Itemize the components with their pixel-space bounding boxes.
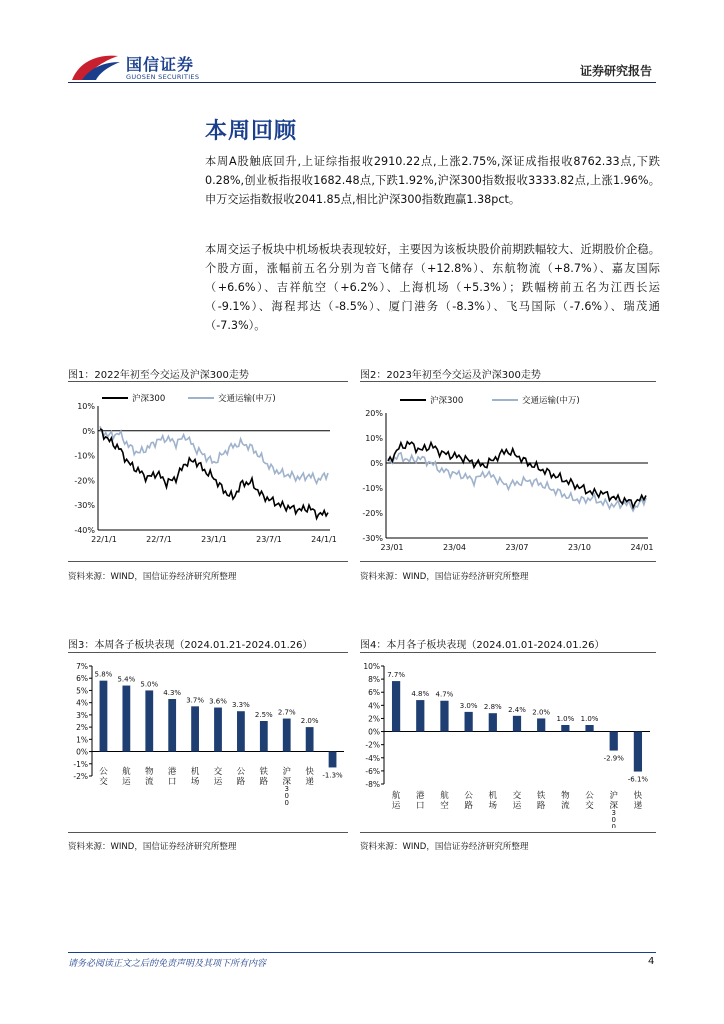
legend-label: 交通运输(中万) [522, 396, 580, 406]
figure-4-bottom-rule [360, 832, 656, 833]
series-line-transport [388, 453, 646, 511]
category-label: 公路 [464, 791, 473, 811]
category-label: 快递 [633, 791, 643, 811]
figure-3-source: 资料来源：WIND，国信证券经济研究所整理 [68, 842, 237, 852]
x-tick-label: 22/7/1 [146, 535, 172, 544]
figure-2-top-rule [360, 381, 656, 382]
bar-value-label: 2.0% [300, 717, 319, 726]
y-tick-label: 0% [370, 459, 383, 468]
figure-2-bottom-rule [360, 561, 656, 562]
y-tick-label: 0% [368, 727, 380, 737]
y-tick-label: -1% [73, 759, 88, 769]
bar-value-label: 5.4% [117, 675, 136, 684]
bar-value-label: 5.8% [94, 670, 113, 679]
category-label: 机场 [488, 791, 498, 811]
y-tick-label: 20% [365, 409, 383, 418]
legend-label: 沪深300 [132, 394, 166, 404]
legend-label: 沪深300 [430, 396, 464, 406]
bar [537, 718, 545, 731]
category-label: 物流 [561, 791, 570, 811]
bar [634, 732, 642, 772]
bar-value-label: 5.0% [140, 680, 159, 689]
x-tick-label: 23/04 [442, 543, 467, 552]
y-tick-label: 0% [76, 747, 88, 757]
footer-disclaimer: 请务必阅读正文之后的免责声明及其项下所有内容 [68, 959, 267, 969]
y-tick-label: -30% [362, 534, 383, 543]
y-tick-label: 3% [76, 710, 88, 720]
series-line-transport [100, 426, 328, 483]
category-label: 航运 [391, 791, 401, 811]
category-label: 公交 [99, 767, 108, 787]
y-tick-label: -2% [365, 740, 380, 750]
bar-value-label: 4.7% [435, 690, 454, 699]
y-tick-label: 4% [368, 701, 380, 711]
y-tick-label: -10% [362, 484, 383, 493]
bar-value-label: 3.7% [186, 696, 204, 705]
x-tick-label: 23/10 [567, 543, 592, 552]
bar [440, 701, 448, 732]
bar-value-label: 4.8% [411, 690, 430, 699]
bar [465, 712, 473, 732]
y-tick-label: -6% [365, 766, 380, 776]
figure-1-line-chart [68, 384, 350, 554]
figure-4-bar-chart [360, 656, 656, 828]
x-tick-label: 23/1/1 [201, 535, 227, 544]
section-title: 本周回顾 [205, 119, 298, 144]
figure-3-bottom-rule [68, 832, 348, 833]
x-tick-label: 23/07 [505, 543, 529, 552]
category-label: 机场 [190, 767, 200, 787]
bar [513, 716, 521, 732]
bar [122, 686, 130, 752]
series-line-hs300 [388, 442, 646, 508]
figure-3-top-rule [68, 652, 348, 653]
figure-4-source: 资料来源：WIND，国信证券经济研究所整理 [360, 842, 529, 852]
bar-value-label: 4.3% [163, 689, 182, 697]
bar-value-label: 2.7% [277, 708, 296, 717]
bar-value-label: -1.3% [322, 771, 343, 780]
bar-value-label: 3.0% [459, 701, 478, 710]
y-tick-label: -40% [74, 526, 95, 535]
y-tick-label: 10% [77, 402, 95, 411]
y-tick-label: -20% [362, 509, 383, 518]
category-label: 公路 [236, 767, 246, 787]
page-number: 4 [648, 956, 655, 967]
figure-3-caption: 图3：本周各子板块表现（2024.01.21-2024.01.26） [68, 640, 313, 651]
bar-value-label: 2.8% [483, 703, 502, 712]
figure-2-source: 资料来源：WIND，国信证券经济研究所整理 [360, 572, 529, 582]
bar [168, 699, 176, 752]
paragraph-sector-review: 本周交运子板块中机场板块表现较好，主要因为该板块股价前期跌幅较大、近期股价企稳。个股方面，涨幅前五名分别为音飞储存（+12.8%）、东航物流（+8.7%）、嘉友国际（+6.6%）、吉祥航空（+6.2%）、上海机场（+5.3%）；跌幅榜前五名为江西长运（-9.1%）、海程邦达（-8.5%）、厦门港务（-8.3%）、飞马国际（-7.6%）、瑞茂通（-7.3%）。 [205, 243, 660, 332]
figure-1-caption: 图1：2022年初至今交运及沪深300走势 [68, 370, 249, 381]
bar-value-label: -2.9% [603, 754, 624, 763]
x-tick-label: 24/01 [630, 543, 654, 552]
y-tick-label: 2% [76, 723, 88, 733]
footer-divider [68, 952, 656, 953]
logo-mark-icon [70, 50, 122, 84]
bar [561, 725, 569, 732]
y-tick-label: -2% [73, 772, 88, 781]
company-logo [70, 50, 122, 84]
y-tick-label: -4% [365, 753, 380, 763]
figure-4-caption: 图4：本月各子板块表现（2024.01.01-2024.01.26） [360, 640, 605, 651]
bar [392, 681, 400, 731]
figure-4-top-rule [360, 652, 656, 653]
x-tick-label: 22/1/1 [91, 535, 117, 544]
bar [100, 681, 108, 752]
bar-value-label: 1.0% [580, 715, 599, 723]
bar [329, 752, 337, 768]
bar [585, 725, 593, 732]
bar-value-label: 3.6% [209, 697, 227, 706]
bar [283, 719, 291, 752]
y-tick-label: 5% [76, 686, 88, 696]
figure-1-top-rule [68, 381, 348, 382]
category-label: 快递 [305, 767, 314, 787]
figure-1-source: 资料来源：WIND，国信证券经济研究所整理 [68, 572, 237, 582]
y-tick-label: 0% [82, 426, 95, 436]
category-label: 沪深 3 0 0 [282, 767, 291, 807]
company-name-en: GUOSEN SECURITIES [126, 73, 200, 81]
company-name-cn: 国信证券 [126, 55, 195, 74]
bar-value-label: 2.4% [508, 705, 526, 714]
bar [489, 713, 497, 731]
category-label: 物流 [145, 767, 154, 787]
x-tick-label: 23/7/1 [256, 535, 282, 544]
category-label: 交运 [213, 767, 223, 787]
bar [214, 708, 222, 752]
bar-value-label: 3.3% [232, 701, 250, 710]
bar-value-label: 7.7% [387, 671, 405, 680]
bar-value-label: 2.5% [254, 711, 273, 719]
category-label: 港口 [416, 791, 425, 811]
y-tick-label: 6% [76, 674, 88, 684]
y-tick-label: -30% [74, 501, 95, 511]
y-tick-label: 1% [76, 735, 88, 745]
paragraph-market-review: 本周A股触底回升,上证综指报收2910.22点,上涨2.75%,深证成指报收8762.33点,下跌0.28%,创业板指报收1682.48点,下跌1.92%,沪深300指数报收3333.82点,上涨1.96%。申万交运指数报收2041.85点,相比沪深300指数跑赢1.38pct。 [205, 155, 660, 206]
category-label: 港口 [167, 767, 177, 787]
category-label: 航运 [122, 767, 131, 787]
category-label: 交运 [512, 791, 522, 811]
figure-1-bottom-rule [68, 561, 348, 562]
y-tick-label: 2% [368, 714, 380, 724]
bar [416, 700, 424, 731]
category-label: 公交 [585, 791, 594, 811]
bar [260, 721, 268, 752]
figure-2-caption: 图2：2023年初至今交运及沪深300走势 [360, 370, 541, 381]
figure-3-bar-chart [68, 656, 350, 828]
header-divider [68, 82, 656, 83]
bar-value-label: -6.1% [627, 775, 649, 784]
series-line-hs300 [100, 429, 328, 519]
x-tick-label: 23/01 [380, 543, 404, 552]
y-tick-label: 10% [363, 662, 380, 671]
bar [191, 706, 199, 751]
bar-value-label: 1.0% [556, 715, 575, 723]
y-tick-label: -8% [365, 780, 380, 789]
y-tick-label: 8% [368, 675, 380, 685]
y-tick-label: 7% [76, 662, 88, 671]
category-label: 航空 [440, 791, 449, 811]
y-tick-label: 10% [365, 434, 383, 443]
bar-value-label: 2.0% [532, 708, 551, 717]
y-tick-label: 6% [368, 688, 380, 698]
category-label: 铁路 [536, 791, 546, 811]
bar [145, 690, 153, 751]
figure-2-line-chart [360, 384, 656, 554]
y-tick-label: -20% [74, 476, 95, 486]
legend-label: 交通运输(申万) [218, 394, 276, 404]
report-type: 证券研究报告 [580, 64, 653, 78]
x-tick-label: 24/1/1 [311, 535, 337, 544]
bar [306, 727, 314, 751]
y-tick-label: 4% [76, 698, 88, 708]
category-label: 沪深 3 0 0 [609, 791, 618, 828]
bar [237, 711, 245, 751]
category-label: 铁路 [259, 767, 269, 787]
y-tick-label: -10% [74, 451, 95, 461]
bar [610, 732, 618, 751]
